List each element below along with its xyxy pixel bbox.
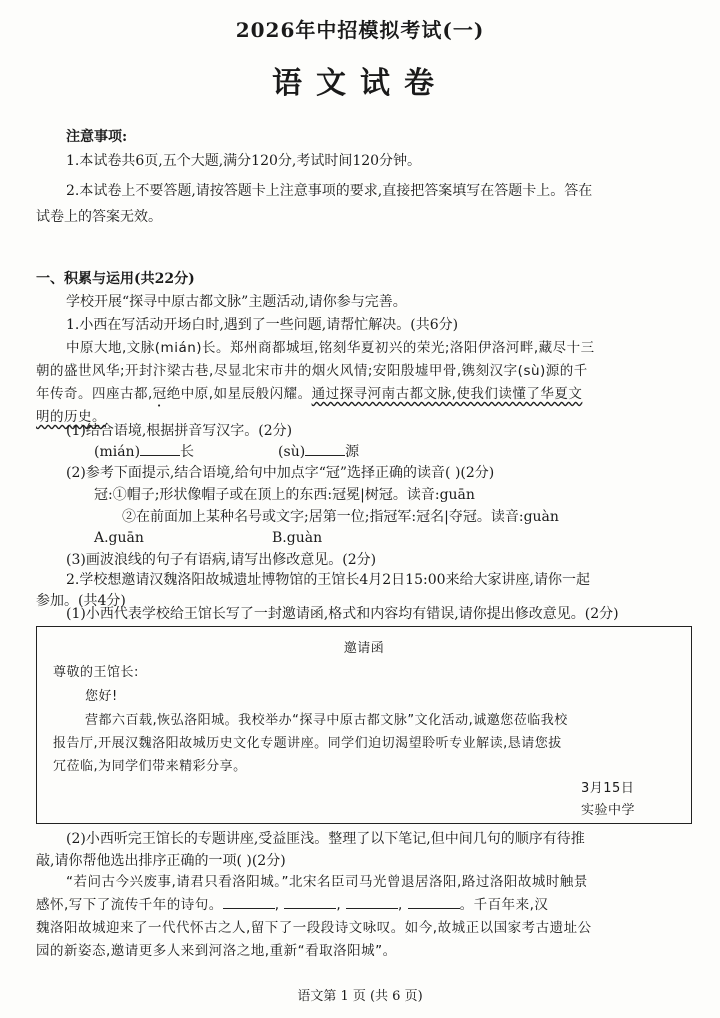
notes-line-3: 魏洛阳故城迎来了一代代怀古之人,留下了一段段诗文咏叹。如今,故城正以国家考古遗址公 (36, 920, 592, 936)
sub-question-2-2-line-2: 敲,请你帮他选出排序正确的一项( )(2分) (36, 853, 286, 869)
option-a: A.guān (94, 530, 144, 546)
notice-item-2-line-2: 试卷上的答案无效。 (36, 209, 162, 225)
char-chang: 长 (180, 444, 195, 460)
notes-line-2-start: 感怀,写下了流传千年的诗句。 (36, 897, 223, 913)
question-2-stem-line-2: 参加。(共4分) (36, 593, 126, 609)
notes-blank-3[interactable] (346, 894, 398, 909)
letter-title: 邀请函 (343, 641, 385, 656)
sub-question-1-2: (2)参考下面提示,结合语境,给句中加点字“冠”选择正确的读音( )(2分) (66, 465, 495, 481)
invitation-letter-box (36, 626, 692, 824)
notes-blank-4[interactable] (408, 894, 460, 909)
section-1-heading: 一、积累与运用(共22分) (36, 271, 195, 287)
section-1-intro: 学校开展“探寻中原古都文脉”主题活动,请你参与完善。 (66, 294, 407, 310)
passage-line-3 (36, 383, 582, 410)
answer-blank-1[interactable] (140, 441, 180, 456)
definition-1: 冠:①帽子;形状像帽子或在顶上的东西:冠冕|树冠。读音:guān (94, 487, 475, 503)
notes-blank-1[interactable] (223, 894, 275, 909)
notice-heading: 注意事项: (66, 129, 128, 145)
notes-line-1: “若问古今兴废事,请君只看洛阳城。”北宋名臣司马光曾退居洛阳,路过洛阳故城时触景 (66, 874, 588, 890)
letter-body-line-2: 报告厅,开展汉魏洛阳故城历史文化专题讲座。同学们迫切渴望聆听专业解读,恳请您拔 (53, 736, 562, 751)
question-2-stem-line-1: 2.学校想邀请汉魏洛阳故城遗址博物馆的王馆长4月2日15:00来给大家讲座,请你一起 (66, 572, 590, 588)
option-b: B.guàn (272, 530, 323, 546)
notes-line-2: 感怀,写下了流传千年的诗句。 , , , 。千百年来,汉 (36, 894, 548, 917)
notes-line-2-end: 。千百年来,汉 (459, 897, 549, 913)
letter-date: 3月15日 (581, 781, 635, 796)
letter-body-line-1: 营都六百载,恢弘洛阳城。我校举办“探寻中原古都文脉”文化活动,诚邀您莅临我校 (85, 713, 568, 728)
wavy-sentence-part-2: 明的历史。 (36, 409, 106, 425)
notes-blank-2[interactable] (284, 894, 336, 909)
passage-line-3-start: 年传奇。四座古都, (36, 386, 153, 402)
letter-signature: 实验中学 (581, 803, 636, 818)
pinyin-su: (sù) (278, 444, 306, 460)
notes-line-4: 园的新姿态,邀请更多人来到河洛之地,重新“看取洛阳城”。 (36, 943, 397, 959)
passage-line-2: 朝的盛世风华;开封汴梁古巷,尽显北宋市井的烟火风情;安阳殷墟甲骨,镌刻汉字(sù)源的千 (36, 363, 588, 379)
question-1-stem: 1.小西在写活动开场白时,遇到了一些问题,请帮忙解决。(共6分) (66, 317, 459, 333)
sub-question-1-3: (3)画波浪线的句子有语病,请写出修改意见。(2分) (66, 552, 377, 568)
pinyin-blanks (94, 441, 359, 464)
sub-question-2-1: (1)小西代表学校给王馆长写了一封邀请函,格式和内容均有错误,请你提出修改意见。(2分) (66, 606, 619, 622)
exam-title: 2026年中招模拟考试(一) (235, 18, 485, 42)
letter-body-line-3: 冗莅临,为同学们带来精彩分享。 (53, 759, 247, 774)
sub-question-2-2-line-1: (2)小西听完王馆长的专题讲座,受益匪浅。整理了以下笔记,但中间几句的顺序有待推 (66, 831, 585, 847)
subject-title: 语文试卷 (272, 66, 448, 101)
notice-item-2-line-1: 2.本试卷上不要答题,请按答题卡上注意事项的要求,直接把答案填写在答题卡上。答在 (66, 183, 593, 199)
dotted-char-guan: 冠 (152, 386, 167, 402)
sub-question-1-1: (1)结合语境,根据拼音写汉字。(2分) (66, 423, 293, 439)
passage-line-1: 中原大地,文脉(mián)长。郑州商都城垣,铭刻华夏初兴的荣光;洛阳伊洛河畔,藏尽十三 (66, 340, 595, 356)
page-footer: 语文第 1 页 (共 6 页) (297, 989, 423, 1004)
notice-item-1: 1.本试卷共6页,五个大题,满分120分,考试时间120分钟。 (66, 153, 422, 169)
letter-salutation: 尊敬的王馆长: (53, 665, 139, 680)
passage-line-3-mid: 绝中原,如星辰般闪耀。 (166, 386, 312, 402)
answer-blank-2[interactable] (305, 441, 345, 456)
char-yuan: 源 (345, 444, 360, 460)
pinyin-mian: (mián) (94, 444, 141, 460)
letter-greeting: 您好! (85, 689, 118, 704)
wavy-sentence-part-1: 通过探寻河南古都文脉,使我们读懂了华夏文 (311, 386, 583, 402)
definition-2: ②在前面加上某种名号或文字;居第一位;指冠军:冠名|夺冠。读音:guàn (122, 509, 559, 525)
